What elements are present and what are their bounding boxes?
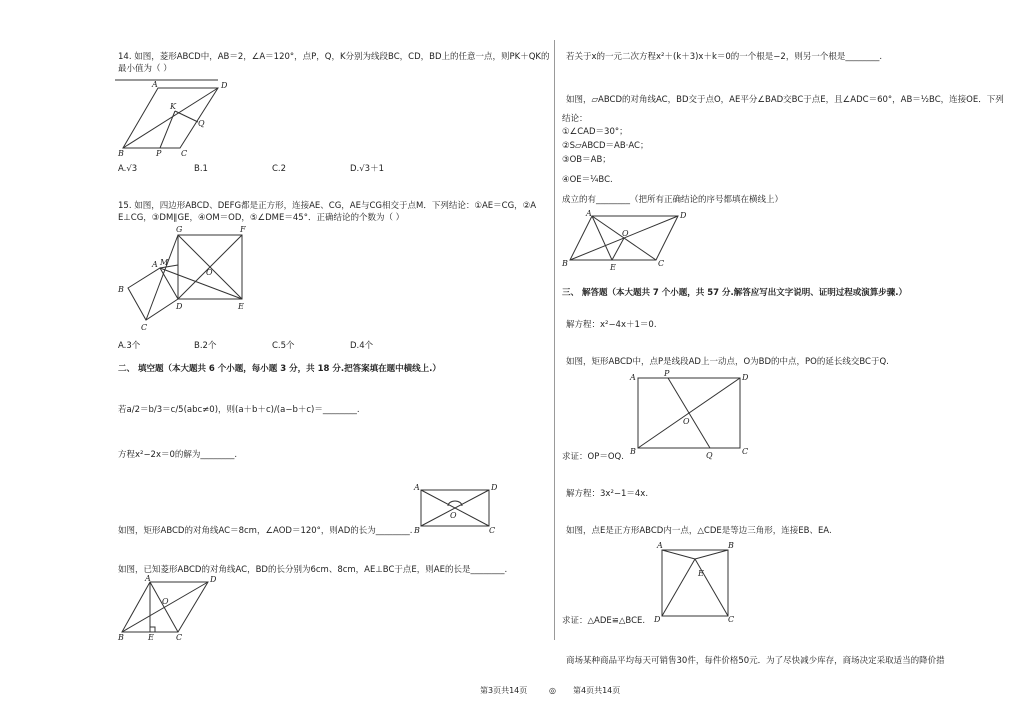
fill-question-1: 若a/2＝b/3＝c/5(abc≠0)，则(a＋b＋c)/(a−b＋c)＝________. [118, 405, 360, 415]
f6-label-b: B [562, 259, 568, 268]
q15-text-line2: E⊥CG，③DM∥GE，④OM＝OD，⑤∠DME＝45°．正确结论的个数为（ ） [118, 213, 405, 223]
q14-label-a: A [152, 80, 158, 89]
q14-label-b: B [118, 149, 124, 158]
f4-label-c: C [176, 633, 183, 642]
s2-label-c: C [742, 447, 749, 456]
solve-question-3: 解方程：3x²−1＝4x. [566, 489, 649, 499]
f6-conclusion-1: ①∠CAD＝30°； [562, 127, 628, 137]
fill-question-4: 如图，已知菱形ABCD的对角线AC，BD的长分别为6cm、8cm，AE⊥BC于点E，则AE的长是________. [118, 565, 508, 575]
f4-label-a: A [145, 574, 151, 583]
q15-option-a: A.3个 [118, 341, 141, 351]
fill-question-2: 方程x²−2x＝0的解为________. [118, 450, 238, 460]
s2-label-o: O [683, 417, 690, 426]
s2-label-b: B [630, 447, 636, 456]
f3-label-c: C [489, 526, 496, 535]
s2-rectangle-figure [628, 368, 758, 458]
f4-label-b: B [118, 633, 124, 642]
q15-option-d: D.4个 [350, 341, 374, 351]
q15-label-c: C [141, 323, 148, 332]
fill-question-5: 若关于x的一元二次方程x²＋(k＋3)x＋k＝0的一个根是−2，则另一个根是________. [566, 52, 883, 62]
footer-left-page-number: 第3页共14页 [480, 686, 528, 695]
f4-label-d: D [210, 575, 217, 584]
q14-option-b: B.1 [194, 164, 208, 174]
fill-question-3: 如图，矩形ABCD的对角线AC＝8cm，∠AOD＝120°，则AD的长为________. [118, 526, 413, 536]
f6-label-a: A [586, 209, 592, 218]
column-divider [554, 40, 555, 640]
solve-question-1: 解方程：x²−4x＋1＝0. [566, 320, 657, 330]
q15-label-f: F [240, 225, 246, 234]
s2-label-d: D [742, 373, 749, 382]
q14-label-k: K [170, 102, 176, 111]
q14-rhombus-figure [118, 78, 238, 158]
q14-text-line1: 14. 如图，菱形ABCD中，AB＝2，∠A＝120°，点P，Q，K分别为线段BC，CD，BD上的任意一点，则PK＋QK的 [118, 52, 550, 62]
footer-separator: ◎ [549, 686, 556, 695]
f3-rectangle-figure [414, 484, 504, 534]
f3-label-a: A [414, 483, 420, 492]
footer-right-page-number: 第4页共14页 [573, 686, 621, 695]
f4-rhombus-figure [118, 576, 218, 642]
f6-conclusion-2: ②S▱ABCD＝AB·AC； [562, 141, 649, 151]
solve-question-4: 如图，点E是正方形ABCD内一点，△CDE是等边三角形，连接EB、EA. [566, 526, 832, 536]
s2-label-p: P [664, 369, 670, 378]
q15-label-m: M [160, 258, 169, 267]
s4-proof-statement: 求证：△ADE≌△BCE. [562, 616, 646, 626]
fill-question-6-line2: 结论： [562, 114, 588, 124]
f6-parallelogram-figure [562, 208, 696, 274]
q14-label-q: Q [198, 119, 205, 128]
q14-label-p: P [156, 149, 162, 158]
f6-label-c: C [658, 259, 665, 268]
s4-label-a: A [657, 541, 663, 550]
s4-label-e: E [698, 569, 704, 578]
q15-label-d: D [176, 302, 183, 311]
s4-label-c: C [728, 615, 735, 624]
q15-label-g: G [176, 225, 183, 234]
q15-squares-figure [118, 225, 258, 335]
s2-label-a: A [630, 373, 636, 382]
s2-proof-statement: 求证：OP＝OQ. [562, 452, 624, 462]
s4-label-d: D [654, 615, 661, 624]
f3-label-b: B [414, 526, 420, 535]
s4-square-figure [652, 540, 742, 626]
fill-question-6-line1: 如图，▱ABCD的对角线AC，BD交于点O，AE平分∠BAD交BC于点E，且∠ADC＝60°，AB＝½BC，连接OE．下列 [566, 95, 1004, 105]
q14-option-d: D.√3＋1 [350, 164, 384, 174]
f6-label-d: D [680, 211, 687, 220]
f3-label-d: D [491, 483, 498, 492]
q14-label-d: D [221, 81, 228, 90]
f6-conclusion-4: ④OE＝¼BC. [562, 175, 613, 185]
f6-label-o: O [622, 229, 629, 238]
q15-text-line1: 15. 如图，四边形ABCD、DEFG都是正方形，连接AE、CG，AE与CG相交于点M．下列结论：①AE＝CG，②A [118, 201, 537, 211]
f4-label-e: E [148, 633, 154, 642]
q14-option-a: A.√3 [118, 164, 138, 174]
f3-label-o: O [450, 511, 457, 520]
solve-question-5: 商场某种商品平均每天可销售30件，每件价格50元．为了尽快减少库存，商场决定采取适当的降价措 [566, 656, 945, 666]
q14-label-c: C [181, 149, 188, 158]
q15-option-b: B.2个 [194, 341, 217, 351]
q15-label-o: O [206, 268, 213, 277]
q15-label-b: B [118, 285, 124, 294]
s2-label-q: Q [706, 451, 713, 460]
section-fill-blank-heading: 二、 填空题（本大题共 6 个小题，每小题 3 分，共 18 分.把答案填在题中横线上.） [118, 364, 441, 374]
f6-answer-line: 成立的有________（把所有正确结论的序号都填在横线上） [562, 195, 784, 205]
q14-text-line2: 最小值为（ ） [118, 64, 172, 74]
f6-conclusion-3: ③OB＝AB； [562, 155, 611, 165]
q14-option-c: C.2 [272, 164, 287, 174]
q15-option-c: C.5个 [272, 341, 295, 351]
solve-question-2: 如图，矩形ABCD中，点P是线段AD上一动点，O为BD的中点，PO的延长线交BC于Q. [566, 357, 889, 367]
f6-label-e: E [610, 263, 616, 272]
section-solve-heading: 三、 解答题（本大题共 7 个小题，共 57 分.解答应写出文字说明、证明过程或演算步骤.） [562, 288, 908, 298]
s4-label-b: B [728, 541, 734, 550]
q15-label-a: A [152, 260, 158, 269]
f4-label-o: O [162, 597, 169, 606]
q15-label-e: E [238, 302, 244, 311]
